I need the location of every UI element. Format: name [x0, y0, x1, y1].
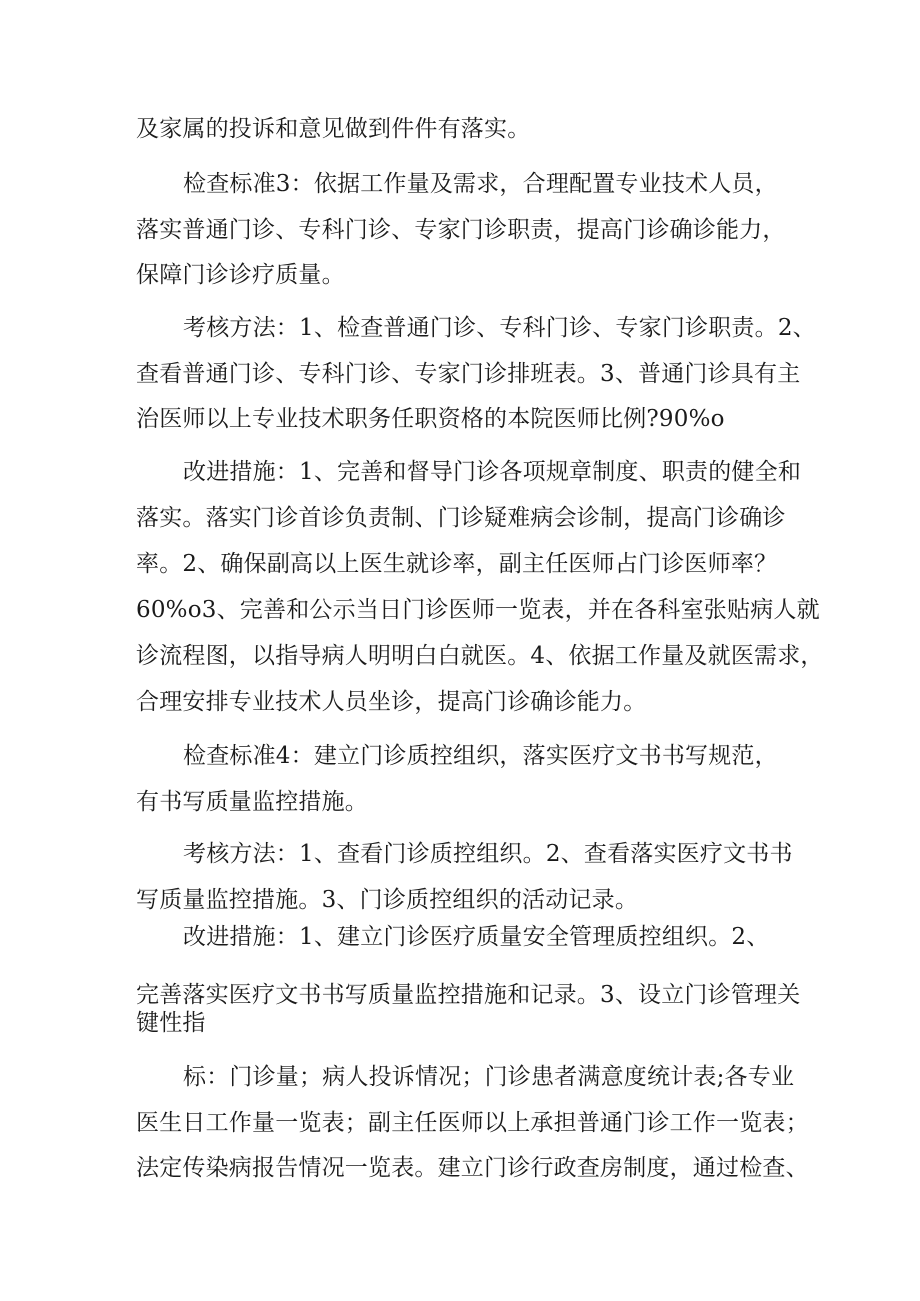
text-line: 有书写质量监控措施。 — [136, 789, 368, 815]
text-line: 率。2、确保副高以上医生就诊率，副主任医师占门诊医师率？ — [136, 551, 778, 577]
text-line: 完善落实医疗文书书写质量监控措施和记录。3、设立门诊管理关 — [136, 982, 801, 1008]
text-line: 60%o3、完善和公示当日门诊医师一览表，并在各科室张贴病人就 — [136, 597, 820, 623]
text-line: 合理安排专业技术人员坐诊，提高门诊确诊能力。 — [136, 689, 647, 715]
text-line: 查看普通门诊、专科门诊、专家门诊排班表。3、普通门诊具有主 — [136, 361, 801, 387]
text-line: 改进措施：1、建立门诊医疗质量安全管理质控组织。2、 — [183, 924, 770, 950]
text-line: 检查标准3：依据工作量及需求，合理配置专业技术人员， — [183, 171, 778, 197]
text-line: 考核方法：1、检查普通门诊、专科门诊、专家门诊职责。2、 — [183, 315, 816, 341]
text-line: 考核方法：1、查看门诊质控组织。2、查看落实医疗文书书 — [183, 841, 793, 867]
text-line: 落实普通门诊、专科门诊、专家门诊职责，提高门诊确诊能力， — [136, 217, 786, 243]
text-line: 键性指 — [136, 1010, 206, 1036]
text-line: 落实。落实门诊首诊负责制、门诊疑难病会诊制，提高门诊确诊 — [136, 505, 786, 531]
text-line: 法定传染病报告情况一览表。建立门诊行政查房制度，通过检查、 — [136, 1155, 809, 1181]
text-line: 治医师以上专业技术职务任职资格的本院医师比例?90%o — [136, 406, 725, 432]
text-line: 医生日工作量一览表；副主任医师以上承担普通门诊工作一览表； — [136, 1110, 809, 1136]
text-line: 标：门诊量；病人投诉情况；门诊患者满意度统计表;各专业 — [183, 1064, 795, 1090]
text-line: 改进措施：1、完善和督导门诊各项规章制度、职责的健全和 — [183, 459, 802, 485]
text-line: 诊流程图，以指导病人明明白白就医。4、依据工作量及就医需求， — [136, 643, 824, 669]
text-line: 保障门诊诊疗质量。 — [136, 262, 345, 288]
text-line: 检查标准4：建立门诊质控组织，落实医疗文书书写规范， — [183, 743, 778, 769]
text-line: 及家属的投诉和意见做到件件有落实。 — [136, 116, 531, 142]
text-line: 写质量监控措施。3、门诊质控组织的活动记录。 — [136, 887, 639, 913]
